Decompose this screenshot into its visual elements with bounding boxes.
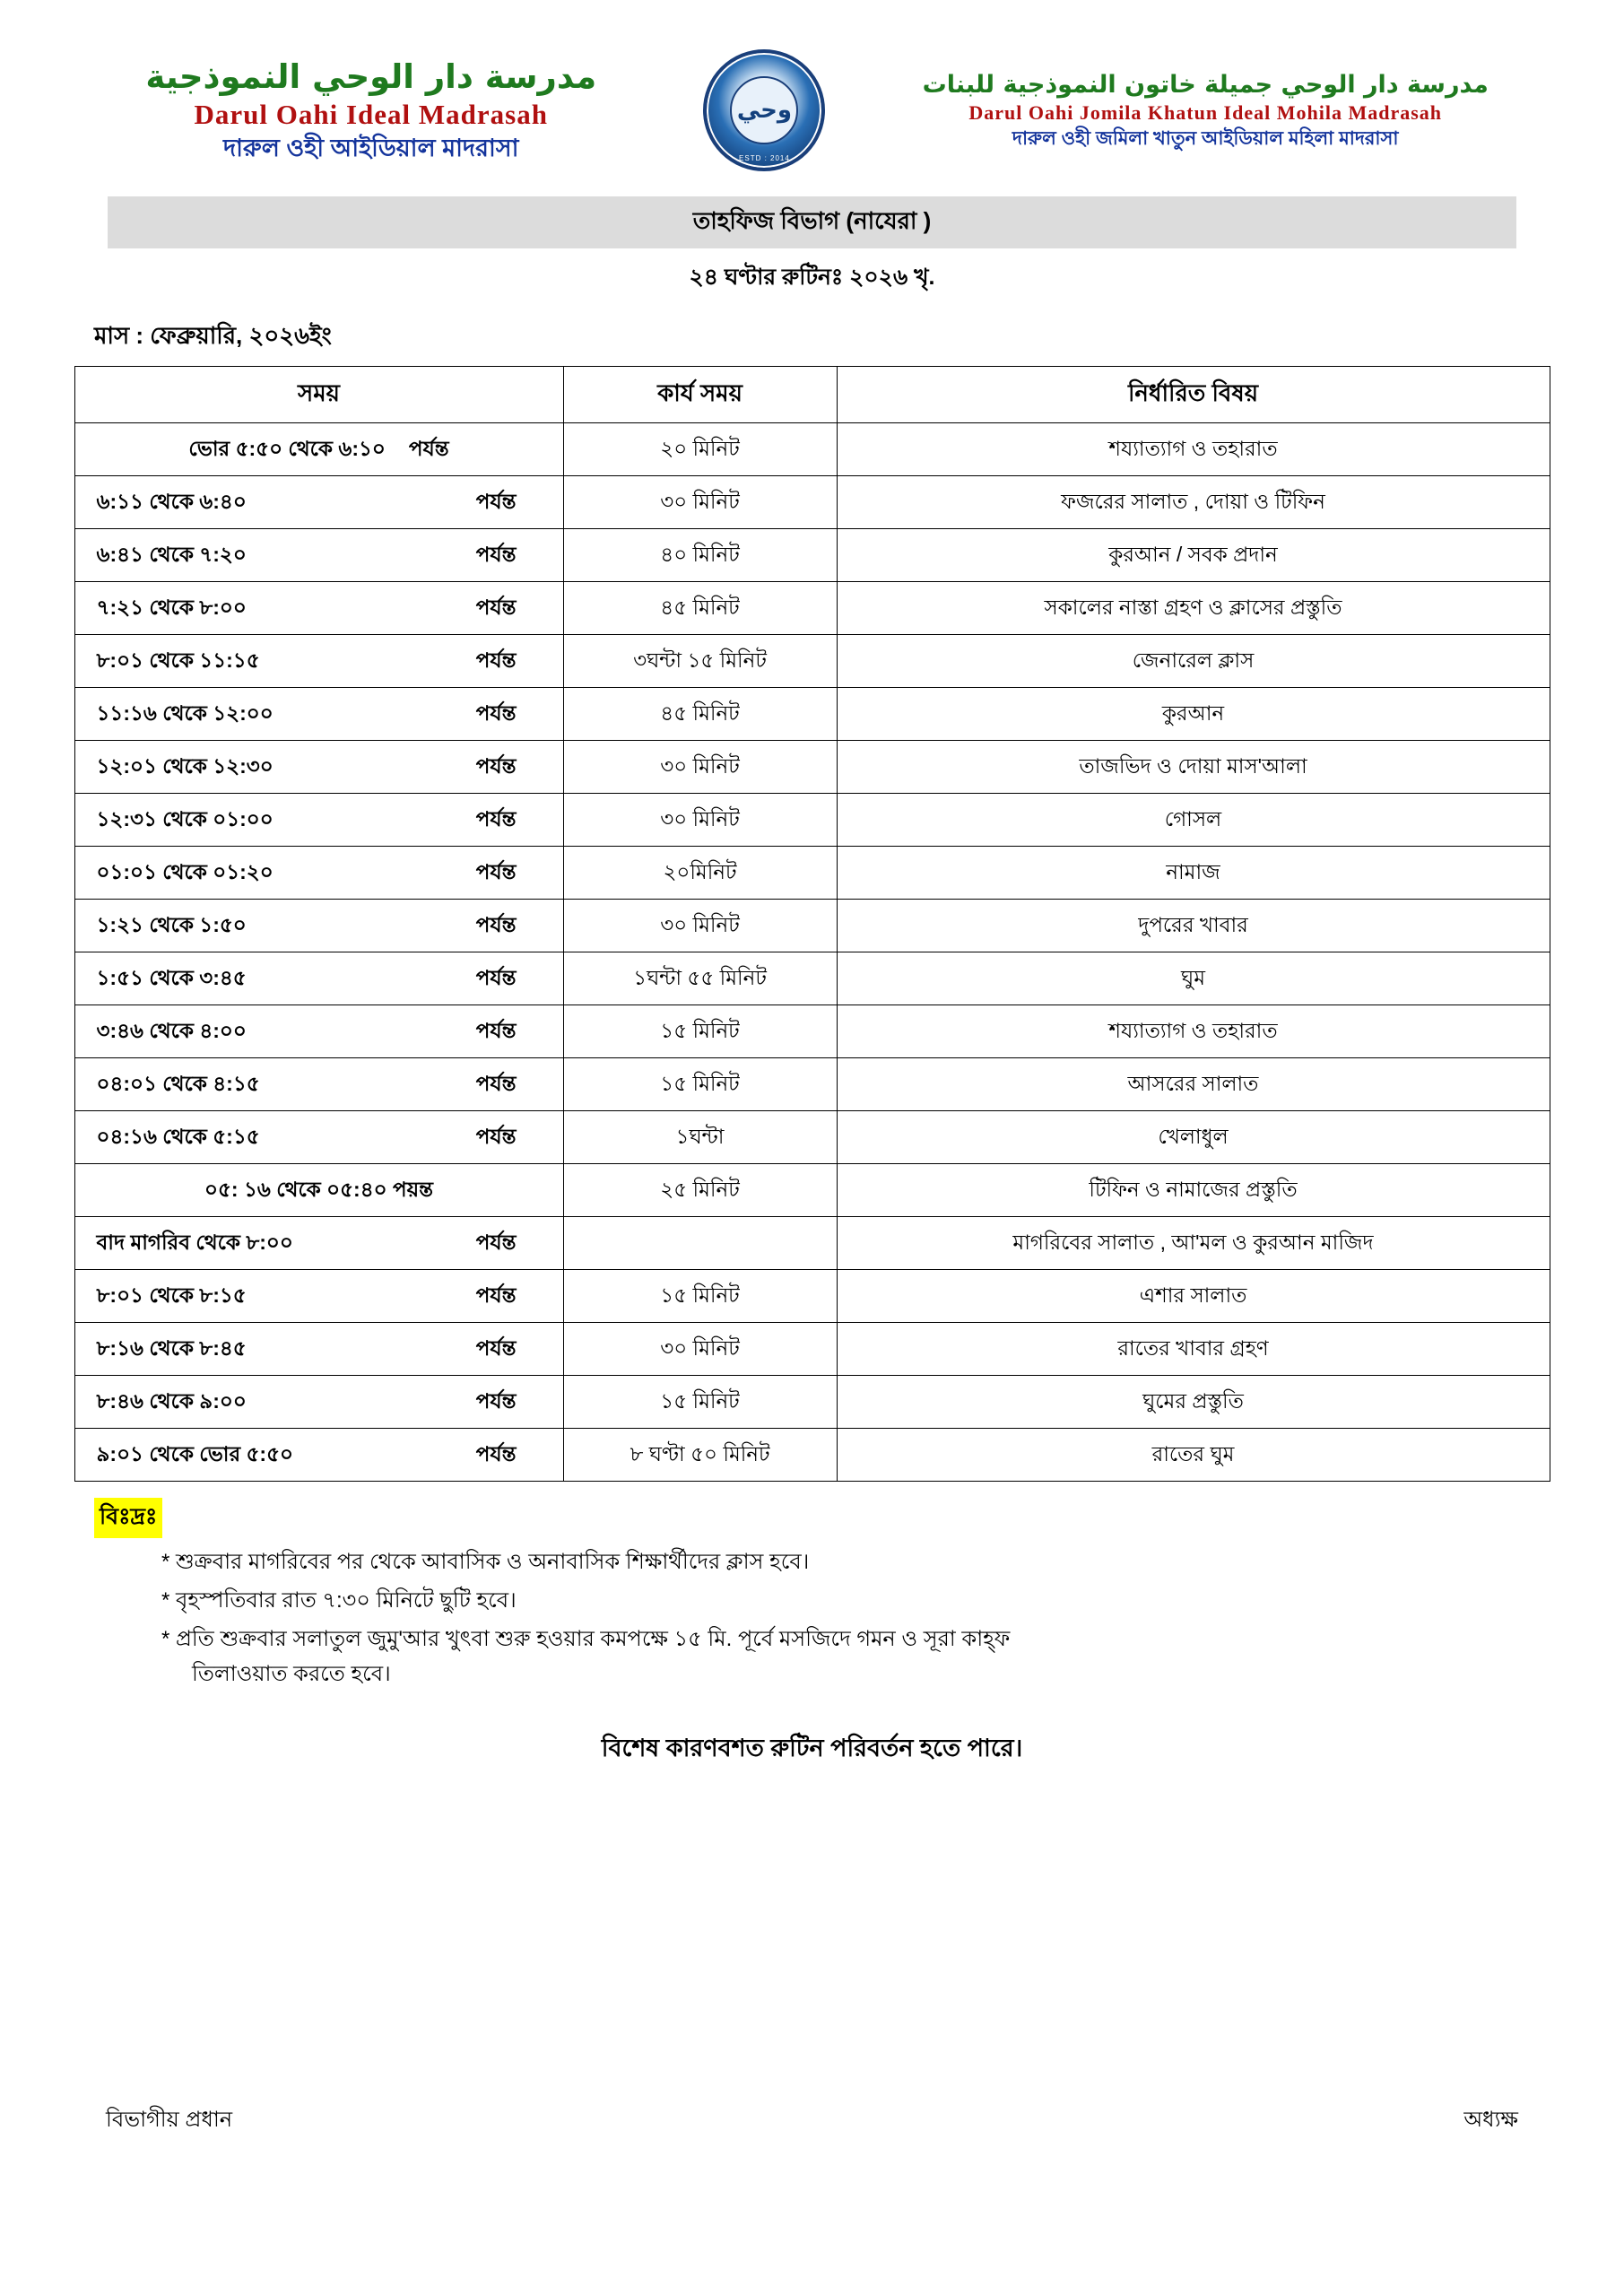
table-row: [74, 635, 1550, 688]
cell-subject: শয্যাত্যাগ ও তহারাত: [837, 1005, 1550, 1058]
cell-duration: ৪৫ মিনিট: [563, 582, 837, 635]
signature-department-head: বিভাগীয় প্রধান: [106, 2108, 233, 2132]
time-till-label: পর্যন্ত: [475, 1018, 517, 1042]
right-bangla-name: দারুল ওহী জমিলা খাতুন আইডিয়াল মহিলা মাদরাসা: [1012, 127, 1399, 149]
cell-duration: ৩০ মিনিট: [563, 794, 837, 847]
cell-time: [74, 1270, 563, 1323]
cell-subject: সকালের নাস্তা গ্রহণ ও ক্লাসের প্রস্তুতি: [837, 582, 1550, 635]
table-row: [74, 1058, 1550, 1111]
left-arabic-name: مدرسة دار الوحي النموذجية: [145, 57, 597, 96]
right-arabic-name: مدرسة دار الوحي جميلة خاتون النموذجية للبنات: [922, 71, 1489, 100]
logo-wrapper: [697, 49, 831, 171]
cell-subject: আসরের সালাত: [837, 1058, 1550, 1111]
note-heading: বিঃদ্রঃ: [94, 1498, 162, 1538]
time-range: ০১:০১ থেকে ০১:২০: [96, 859, 274, 883]
time-till-label: পর্যন্ত: [475, 965, 517, 989]
note-text: * বৃহস্পতিবার রাত ৭:৩০ মিনিটে ছুটি হবে।: [161, 1587, 517, 1613]
header-duration: কার্য সময়: [563, 367, 837, 423]
cell-duration: ২৫ মিনিট: [563, 1164, 837, 1217]
time-range: ০৪:০১ থেকে ৪:১৫: [96, 1071, 260, 1095]
routine-subtitle: ২৪ ঘণ্টার রুটিনঃ ২০২৬ খৃ.: [689, 265, 935, 290]
time-till-label: পর্যন্ত: [408, 436, 449, 460]
left-english-name: Darul Oahi Ideal Madrasah: [194, 99, 548, 131]
cell-time: [74, 476, 563, 529]
table-row: [74, 794, 1550, 847]
cell-duration: ৩০ মিনিট: [563, 741, 837, 794]
cell-subject: রাতের ঘুম: [837, 1429, 1550, 1482]
header-subject: নির্ধারিত বিষয়: [837, 367, 1550, 423]
cell-subject: গোসল: [837, 794, 1550, 847]
time-till-label: পর্যন্ত: [475, 489, 517, 513]
cell-subject: এশার সালাত: [837, 1270, 1550, 1323]
left-bangla-name: দারুল ওহী আইডিয়াল মাদরাসা: [222, 135, 519, 162]
time-range: ৯:০১ থেকে ভোর ৫:৫০: [96, 1441, 293, 1465]
letterhead: [0, 0, 1624, 180]
cell-duration: ৩০ মিনিট: [563, 1323, 837, 1376]
cell-duration: ২০ মিনিট: [563, 423, 837, 476]
cell-time: [74, 423, 563, 476]
cell-time: [74, 1164, 563, 1217]
cell-time: [74, 741, 563, 794]
closing-statement: বিশেষ কারণবশত রুটিন পরিবর্তন হতে পারে।: [601, 1734, 1023, 1761]
note-item: [161, 1545, 1624, 1580]
time-till-label: পর্যন্ত: [475, 912, 517, 936]
time-till-label: পর্যন্ত: [475, 859, 517, 883]
cell-time: [74, 1323, 563, 1376]
cell-time: [74, 1111, 563, 1164]
logo-monogram: وحي: [730, 76, 798, 144]
right-english-name: Darul Oahi Jomila Khatun Ideal Mohila Madrasah: [968, 101, 1443, 125]
cell-subject: কুরআন / সবক প্রদান: [837, 529, 1550, 582]
time-till-label: পর্যন্ত: [475, 595, 517, 619]
table-row: [74, 1429, 1550, 1482]
signature-principal: অধ্যক্ষ: [1463, 2108, 1518, 2132]
cell-time: [74, 635, 563, 688]
table-row: [74, 741, 1550, 794]
note-text: * প্রতি শুক্রবার সলাতুল জুমু'আর খুৎবা শুরু হওয়ার কমপক্ষে ১৫ মি. পূর্বে মসজিদে গমন ও সূরা কাহ্ফ: [161, 1626, 1011, 1651]
letterhead-right-block: [840, 71, 1570, 149]
cell-subject: দুপরের খাবার: [837, 900, 1550, 952]
cell-time: [74, 1217, 563, 1270]
cell-time: [74, 847, 563, 900]
time-range: ১২:০১ থেকে ১২:৩০: [96, 753, 274, 778]
table-header-row: [74, 367, 1550, 423]
cell-duration: ৮ ঘণ্টা ৫০ মিনিট: [563, 1429, 837, 1482]
time-till-label: পর্যন্ত: [475, 1335, 517, 1360]
cell-subject: তাজভিদ ও দোয়া মাস'আলা: [837, 741, 1550, 794]
cell-time: [74, 1058, 563, 1111]
cell-time: [74, 900, 563, 952]
time-till-label: পর্যন্ত: [475, 542, 517, 566]
cell-subject: ঘুম: [837, 952, 1550, 1005]
table-row: [74, 1111, 1550, 1164]
cell-time: [74, 952, 563, 1005]
cell-subject: খেলাধুল: [837, 1111, 1550, 1164]
cell-duration: ১৫ মিনিট: [563, 1005, 837, 1058]
cell-subject: শয্যাত্যাগ ও তহারাত: [837, 423, 1550, 476]
time-range: ১২:৩১ থেকে ০১:০০: [96, 806, 274, 831]
cell-subject: ফজরের সালাত , দোয়া ও টিফিন: [837, 476, 1550, 529]
time-range: ৩:৪৬ থেকে ৪:০০: [96, 1018, 247, 1042]
time-till-label: পর্যন্ত: [475, 1124, 517, 1148]
note-text-continued: তিলাওয়াত করতে হবে।: [192, 1661, 391, 1686]
cell-duration: ৩ঘন্টা ১৫ মিনিট: [563, 635, 837, 688]
time-range: বাদ মাগরিব থেকে ৮:০০: [96, 1230, 293, 1254]
madrasah-logo-icon: [703, 49, 825, 171]
note-text: * শুক্রবার মাগরিবের পর থেকে আবাসিক ও অনাবাসিক শিক্ষার্থীদের ক্লাস হবে।: [161, 1550, 810, 1574]
time-till-label: পর্যন্ত: [475, 753, 517, 778]
table-row: [74, 1376, 1550, 1429]
table-row: [74, 900, 1550, 952]
cell-time: [74, 1429, 563, 1482]
cell-duration: [563, 1217, 837, 1270]
time-range: ৮:০১ থেকে ৮:১৫: [96, 1283, 247, 1307]
note-item: [161, 1584, 1624, 1619]
table-row: [74, 423, 1550, 476]
time-till-label: পর্যন্ত: [475, 648, 517, 672]
cell-subject: টিফিন ও নামাজের প্রস্তুতি: [837, 1164, 1550, 1217]
time-range: ৮:১৬ থেকে ৮:৪৫: [96, 1335, 247, 1360]
table-row: [74, 1270, 1550, 1323]
time-till-label: পর্যন্ত: [475, 1071, 517, 1095]
cell-duration: ১৫ মিনিট: [563, 1058, 837, 1111]
cell-duration: ২০মিনিট: [563, 847, 837, 900]
cell-time: [74, 582, 563, 635]
time-range: ০৪:১৬ থেকে ৫:১৫: [96, 1124, 260, 1148]
cell-time: [74, 794, 563, 847]
table-row: [74, 476, 1550, 529]
time-till-label: পর্যন্ত: [475, 1230, 517, 1254]
time-range: ৮:০১ থেকে ১১:১৫: [96, 648, 260, 672]
cell-duration: ১৫ মিনিট: [563, 1270, 837, 1323]
table-row: [74, 1323, 1550, 1376]
table-row: [74, 1005, 1550, 1058]
table-row: [74, 1164, 1550, 1217]
time-range: ৬:৪১ থেকে ৭:২০: [96, 542, 247, 566]
cell-time: [74, 529, 563, 582]
time-range: ১১:১৬ থেকে ১২:০০: [96, 700, 274, 725]
cell-duration: ৪৫ মিনিট: [563, 688, 837, 741]
routine-table: [74, 366, 1550, 1482]
time-till-label: পর্যন্ত: [475, 1283, 517, 1307]
header-time: সময়: [74, 367, 563, 423]
cell-duration: ৪০ মিনিট: [563, 529, 837, 582]
time-range: ৮:৪৬ থেকে ৯:০০: [96, 1388, 247, 1413]
time-till-label: পর্যন্ত: [475, 806, 517, 831]
table-row: [74, 688, 1550, 741]
signature-row: [0, 2103, 1624, 2139]
cell-time: [74, 1376, 563, 1429]
time-range: ১:২১ থেকে ১:৫০: [96, 912, 247, 936]
cell-subject: নামাজ: [837, 847, 1550, 900]
table-row: [74, 1217, 1550, 1270]
time-till-label: পর্যন্ত: [475, 1441, 517, 1465]
time-range: ০৫: ১৬ থেকে ০৫:৪০ পয়ন্ত: [204, 1177, 433, 1201]
table-row: [74, 529, 1550, 582]
cell-subject: মাগরিবের সালাত , আ'মল ও কুরআন মাজিদ: [837, 1217, 1550, 1270]
cell-duration: ১ঘন্টা: [563, 1111, 837, 1164]
cell-duration: ৩০ মিনিট: [563, 476, 837, 529]
cell-time: [74, 1005, 563, 1058]
cell-subject: জেনারেল ক্লাস: [837, 635, 1550, 688]
notes-list: [161, 1545, 1624, 1692]
logo-estd-label: ESTD : 2014: [739, 154, 790, 162]
time-range: ৬:১১ থেকে ৬:৪০: [96, 489, 247, 513]
cell-time: [74, 688, 563, 741]
table-row: [74, 582, 1550, 635]
time-range: ১:৫১ থেকে ৩:৪৫: [96, 965, 247, 989]
time-range: ৭:২১ থেকে ৮:০০: [96, 595, 247, 619]
cell-subject: ঘুমের প্রস্তুতি: [837, 1376, 1550, 1429]
cell-duration: ১ঘন্টা ৫৫ মিনিট: [563, 952, 837, 1005]
cell-subject: কুরআন: [837, 688, 1550, 741]
time-range: ভোর ৫:৫০ থেকে ৬:১০: [188, 436, 386, 460]
department-title-band: তাহফিজ বিভাগ (নাযেরা ): [108, 196, 1516, 248]
month-label: মাস : ফেব্রুয়ারি, ২০২৬ইং: [94, 322, 332, 349]
time-till-label: পর্যন্ত: [475, 700, 517, 725]
cell-duration: ১৫ মিনিট: [563, 1376, 837, 1429]
note-item: [161, 1622, 1624, 1692]
table-row: [74, 952, 1550, 1005]
letterhead-left-block: [54, 58, 688, 162]
table-row: [74, 847, 1550, 900]
cell-subject: রাতের খাবার গ্রহণ: [837, 1323, 1550, 1376]
cell-duration: ৩০ মিনিট: [563, 900, 837, 952]
time-till-label: পর্যন্ত: [475, 1388, 517, 1413]
